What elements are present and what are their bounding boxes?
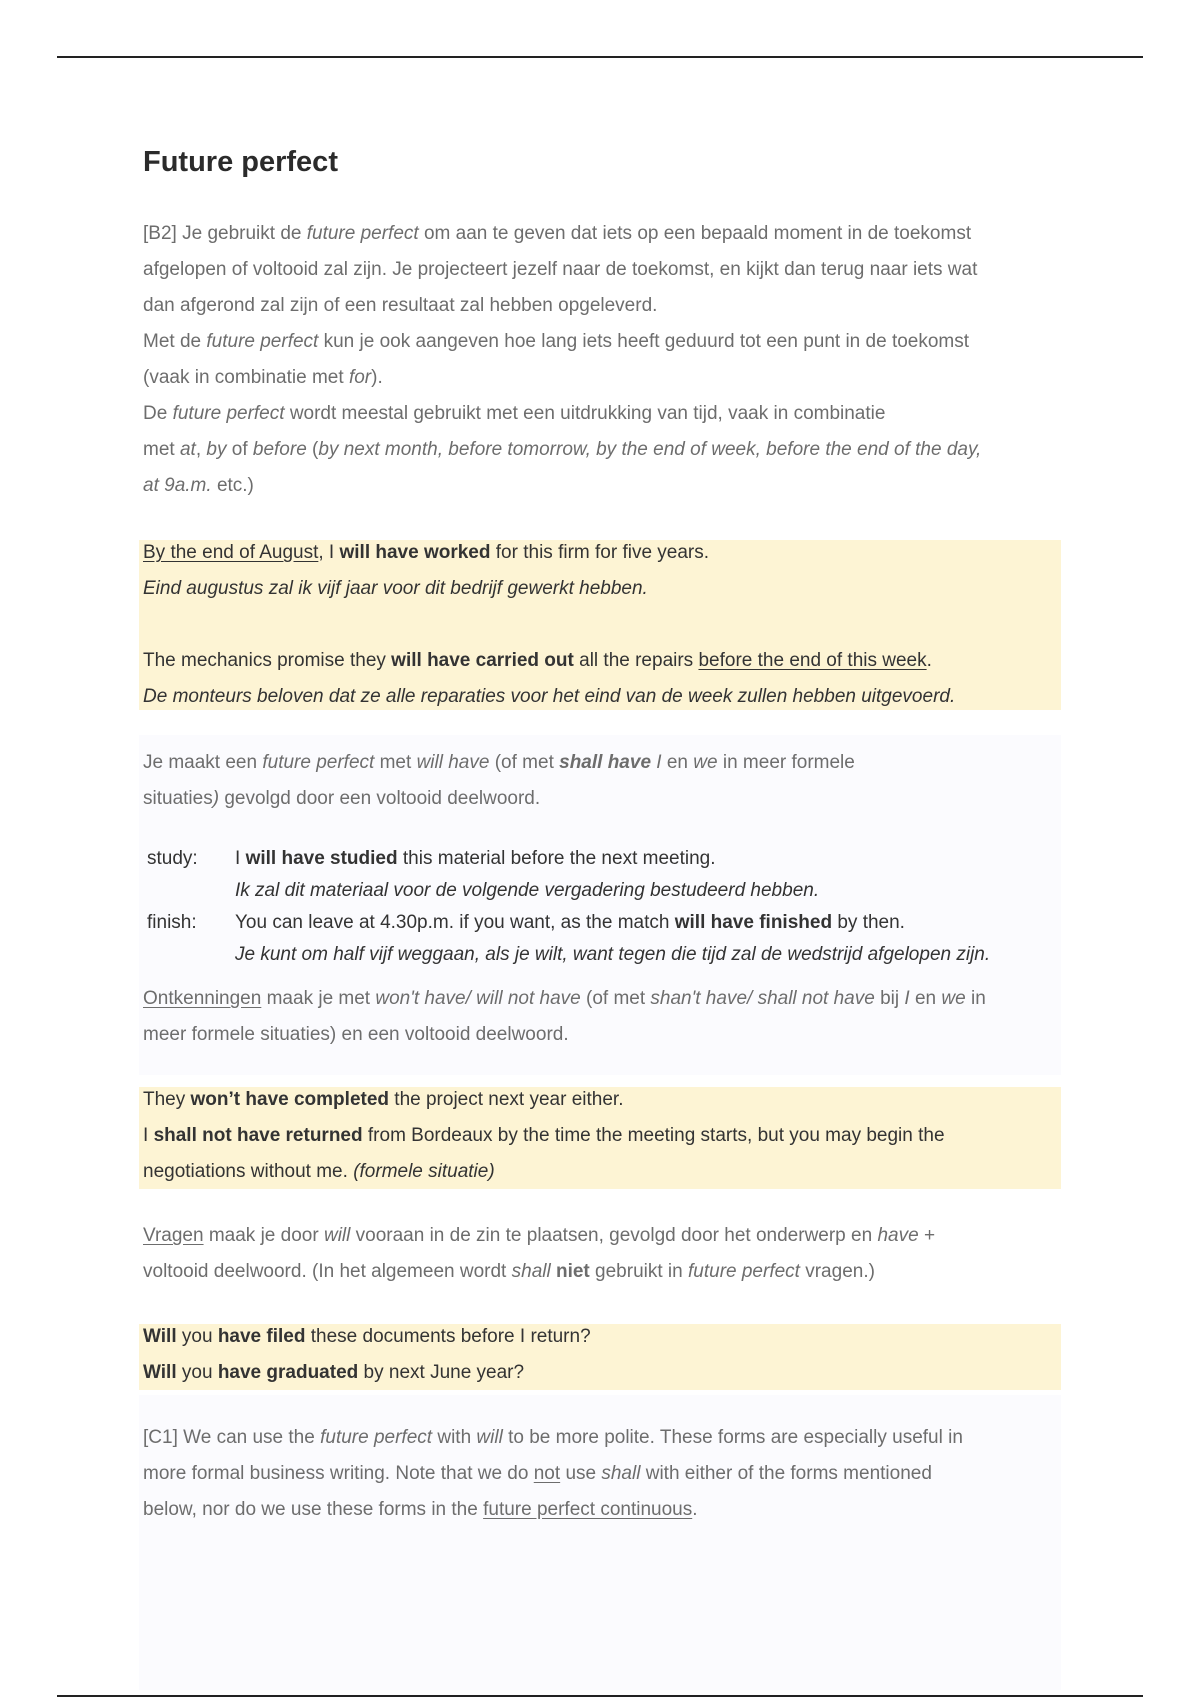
- negation-example-2: I shall not have returned from Bordeaux by the time the meeting starts, but you may begin the: [143, 1125, 945, 1146]
- level-tag-c1: [C1]: [143, 1427, 178, 1448]
- question-example-1: Will you have filed these documents before I return?: [143, 1326, 591, 1347]
- questions-paragraph: [143, 1218, 1063, 1290]
- example-block-3: [143, 1319, 1063, 1391]
- intro-line-8: at 9a.m. etc.): [143, 475, 254, 496]
- intro-line-1: [B2] Je gebruikt de future perfect om aan te geven dat iets op een bepaald moment in de toekomst: [143, 223, 972, 244]
- negation-paragraph: [143, 981, 1063, 1053]
- form-line-1: Je maakt een future perfect met will have (of met shall have I en we in meer formele: [143, 752, 855, 773]
- verb-label: finish:: [147, 912, 197, 933]
- top-rule: [57, 56, 1143, 58]
- verb-row-finish-nl: Je kunt om half vijf weggaan, als je wilt, want tegen die tijd zal de wedstrijd afgelopen zijn.: [235, 944, 991, 965]
- c1-line-1: [C1] We can use the future perfect with will to be more polite. These forms are especially useful in: [143, 1427, 963, 1448]
- c1-line-3: below, nor do we use these forms in the future perfect continuous.: [143, 1499, 698, 1520]
- bottom-rule: [57, 1695, 1143, 1697]
- negation-example-1: They won’t have completed the project next year either.: [143, 1089, 624, 1110]
- example-spacer: [143, 607, 1063, 643]
- verb-row-study-nl: Ik zal dit materiaal voor de volgende vergadering bestudeerd hebben.: [235, 880, 820, 901]
- example-2-nl: De monteurs beloven dat ze alle reparaties voor het eind van de week zullen hebben uitgevoerd.: [143, 686, 956, 707]
- verb-row-finish: finish: You can leave at 4.30p.m. if you want, as the match will have finished by then.: [143, 907, 1063, 939]
- verb-row-study: study: I will have studied this material before the next meeting.: [143, 843, 1063, 875]
- c1-line-2: more formal business writing. Note that we do not use shall with either of the forms mentioned: [143, 1463, 932, 1484]
- question-example-2: Will you have graduated by next June year?: [143, 1362, 525, 1383]
- questions-line-2: voltooid deelwoord. (In het algemeen wordt shall niet gebruikt in future perfect vragen.): [143, 1261, 875, 1282]
- page-title: Future perfect: [143, 146, 338, 178]
- verb-examples: [143, 843, 1063, 971]
- negation-line-2: meer formele situaties) en een voltooid deelwoord.: [143, 1024, 569, 1045]
- intro-line-5: (vaak in combinatie met for).: [143, 367, 383, 388]
- level-tag-b2: [B2]: [143, 223, 177, 244]
- example-block-1: [143, 535, 1063, 715]
- negation-line-1: Ontkenningen maak je met won't have/ will not have (of met shan't have/ shall not have bij I en we in: [143, 988, 986, 1009]
- intro-line-3: dan afgerond zal zijn of een resultaat zal hebben opgeleverd.: [143, 295, 658, 316]
- intro-line-2: afgelopen of voltooid zal zijn. Je projecteert jezelf naar de toekomst, en kijkt dan terug naar iets wat: [143, 259, 978, 280]
- intro-line-6: De future perfect wordt meestal gebruikt met een uitdrukking van tijd, vaak in combinatie: [143, 403, 886, 424]
- example-1-en: By the end of August, I will have worked for this firm for five years.: [143, 542, 710, 563]
- form-line-2: situaties) gevolgd door een voltooid deelwoord.: [143, 788, 541, 809]
- c1-paragraph: [143, 1420, 1063, 1528]
- questions-line-1: Vragen maak je door will vooraan in de zin te plaatsen, gevolgd door het onderwerp en have +: [143, 1225, 936, 1246]
- example-2-en: The mechanics promise they will have carried out all the repairs before the end of this week.: [143, 650, 932, 671]
- negation-example-3: negotiations without me. (formele situatie): [143, 1161, 495, 1182]
- intro-paragraph: [143, 216, 1063, 504]
- form-paragraph: [143, 745, 1063, 817]
- intro-line-4: Met de future perfect kun je ook aangeven hoe lang iets heeft geduurd tot een punt in de toekomst: [143, 331, 970, 352]
- verb-label: study:: [147, 848, 198, 869]
- example-1-nl: Eind augustus zal ik vijf jaar voor dit bedrijf gewerkt hebben.: [143, 578, 648, 599]
- example-block-2: [143, 1082, 1063, 1190]
- intro-line-7: met at, by of before (by next month, before tomorrow, by the end of week, before the end of the day,: [143, 439, 982, 460]
